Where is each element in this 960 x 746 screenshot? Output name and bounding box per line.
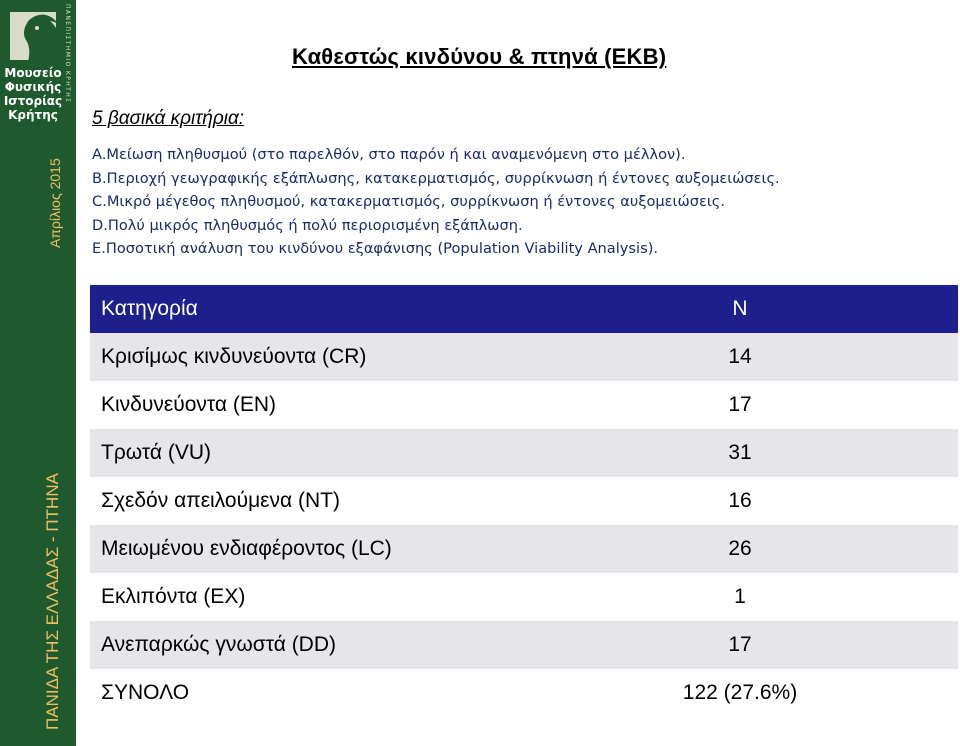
category-cell: Κινδυνεύοντα (EN) bbox=[101, 393, 277, 416]
logo-line-1: Μουσείο bbox=[4, 66, 62, 80]
page-title: Καθεστώς κινδύνου & πτηνά (ΕΚΒ) bbox=[292, 44, 667, 69]
table-row bbox=[90, 381, 958, 429]
header-category: Κατηγορία bbox=[101, 297, 198, 320]
criteria-item: E.Ποσοτική ανάλυση του κινδύνου εξαφάνισης (Population Viability Analysis). bbox=[92, 240, 659, 257]
table-row bbox=[90, 621, 958, 669]
logo-line-4: Κρήτης bbox=[8, 108, 58, 122]
table-row bbox=[90, 333, 958, 381]
category-table bbox=[90, 285, 958, 717]
category-cell: Ανεπαρκώς γνωστά (DD) bbox=[101, 633, 337, 656]
goat-head-icon bbox=[6, 6, 62, 64]
criteria-heading: 5 βασικά κριτήρια: bbox=[92, 108, 245, 129]
table-row bbox=[90, 573, 958, 621]
category-cell: Εκλιπόντα (EX) bbox=[101, 585, 246, 608]
logo-vertical-text: ΠΑΝΕΠΙΣΤΗΜΙΟ ΚΡΗΤΗΣ bbox=[64, 4, 71, 104]
count-cell: 14 bbox=[728, 345, 752, 368]
count-cell: 122 (27.6%) bbox=[682, 681, 798, 704]
criteria-item: C.Μικρό μέγεθος πληθυσμού, κατακερματισμός, συρρίκνωση ή έντονες αυξομειώσεις. bbox=[92, 193, 725, 210]
category-cell: Σχεδόν απειλούμενα (NT) bbox=[101, 489, 340, 512]
criteria-item: A.Μείωση πληθυσμού (στο παρελθόν, στο παρόν ή και αναμενόμενη στο μέλλον). bbox=[92, 146, 686, 163]
table-row bbox=[90, 525, 958, 573]
category-cell: Κρισίμως κινδυνεύοντα (CR) bbox=[101, 345, 367, 368]
sidebar-title: ΠΑΝΙΔΑ ΤΗΣ ΕΛΛΑΔΑΣ - ΠΤΗΝΑ bbox=[43, 473, 62, 730]
count-cell: 31 bbox=[728, 441, 752, 464]
count-cell: 17 bbox=[728, 633, 752, 656]
category-cell: Τρωτά (VU) bbox=[101, 441, 212, 464]
sidebar-date: Απρίλιος 2015 bbox=[47, 158, 63, 248]
criteria-item: D.Πολύ μικρός πληθυσμός ή πολύ περιορισμένη εξάπλωση. bbox=[92, 216, 523, 234]
sidebar bbox=[0, 0, 76, 746]
category-cell: Μειωμένου ενδιαφέροντος (LC) bbox=[101, 537, 392, 560]
table-row-total bbox=[90, 669, 958, 717]
table-row bbox=[90, 477, 958, 525]
count-cell: 1 bbox=[734, 585, 746, 608]
criteria-list bbox=[92, 143, 780, 261]
table-header bbox=[90, 285, 958, 333]
header-count: Ν bbox=[732, 297, 748, 320]
count-cell: 17 bbox=[728, 393, 752, 416]
table-row bbox=[90, 429, 958, 477]
count-cell: 16 bbox=[728, 489, 752, 512]
category-cell: ΣΥΝΟΛΟ bbox=[101, 681, 190, 704]
count-cell: 26 bbox=[728, 537, 752, 560]
logo-line-2: Φυσικής bbox=[4, 80, 62, 94]
criteria-item: B.Περιοχή γεωγραφικής εξάπλωσης, κατακερματισμός, συρρίκνωση ή έντονες αυξομειώσεις. bbox=[92, 169, 780, 187]
logo-line-3: Ιστορίας bbox=[3, 94, 63, 108]
museum-logo bbox=[0, 0, 76, 136]
